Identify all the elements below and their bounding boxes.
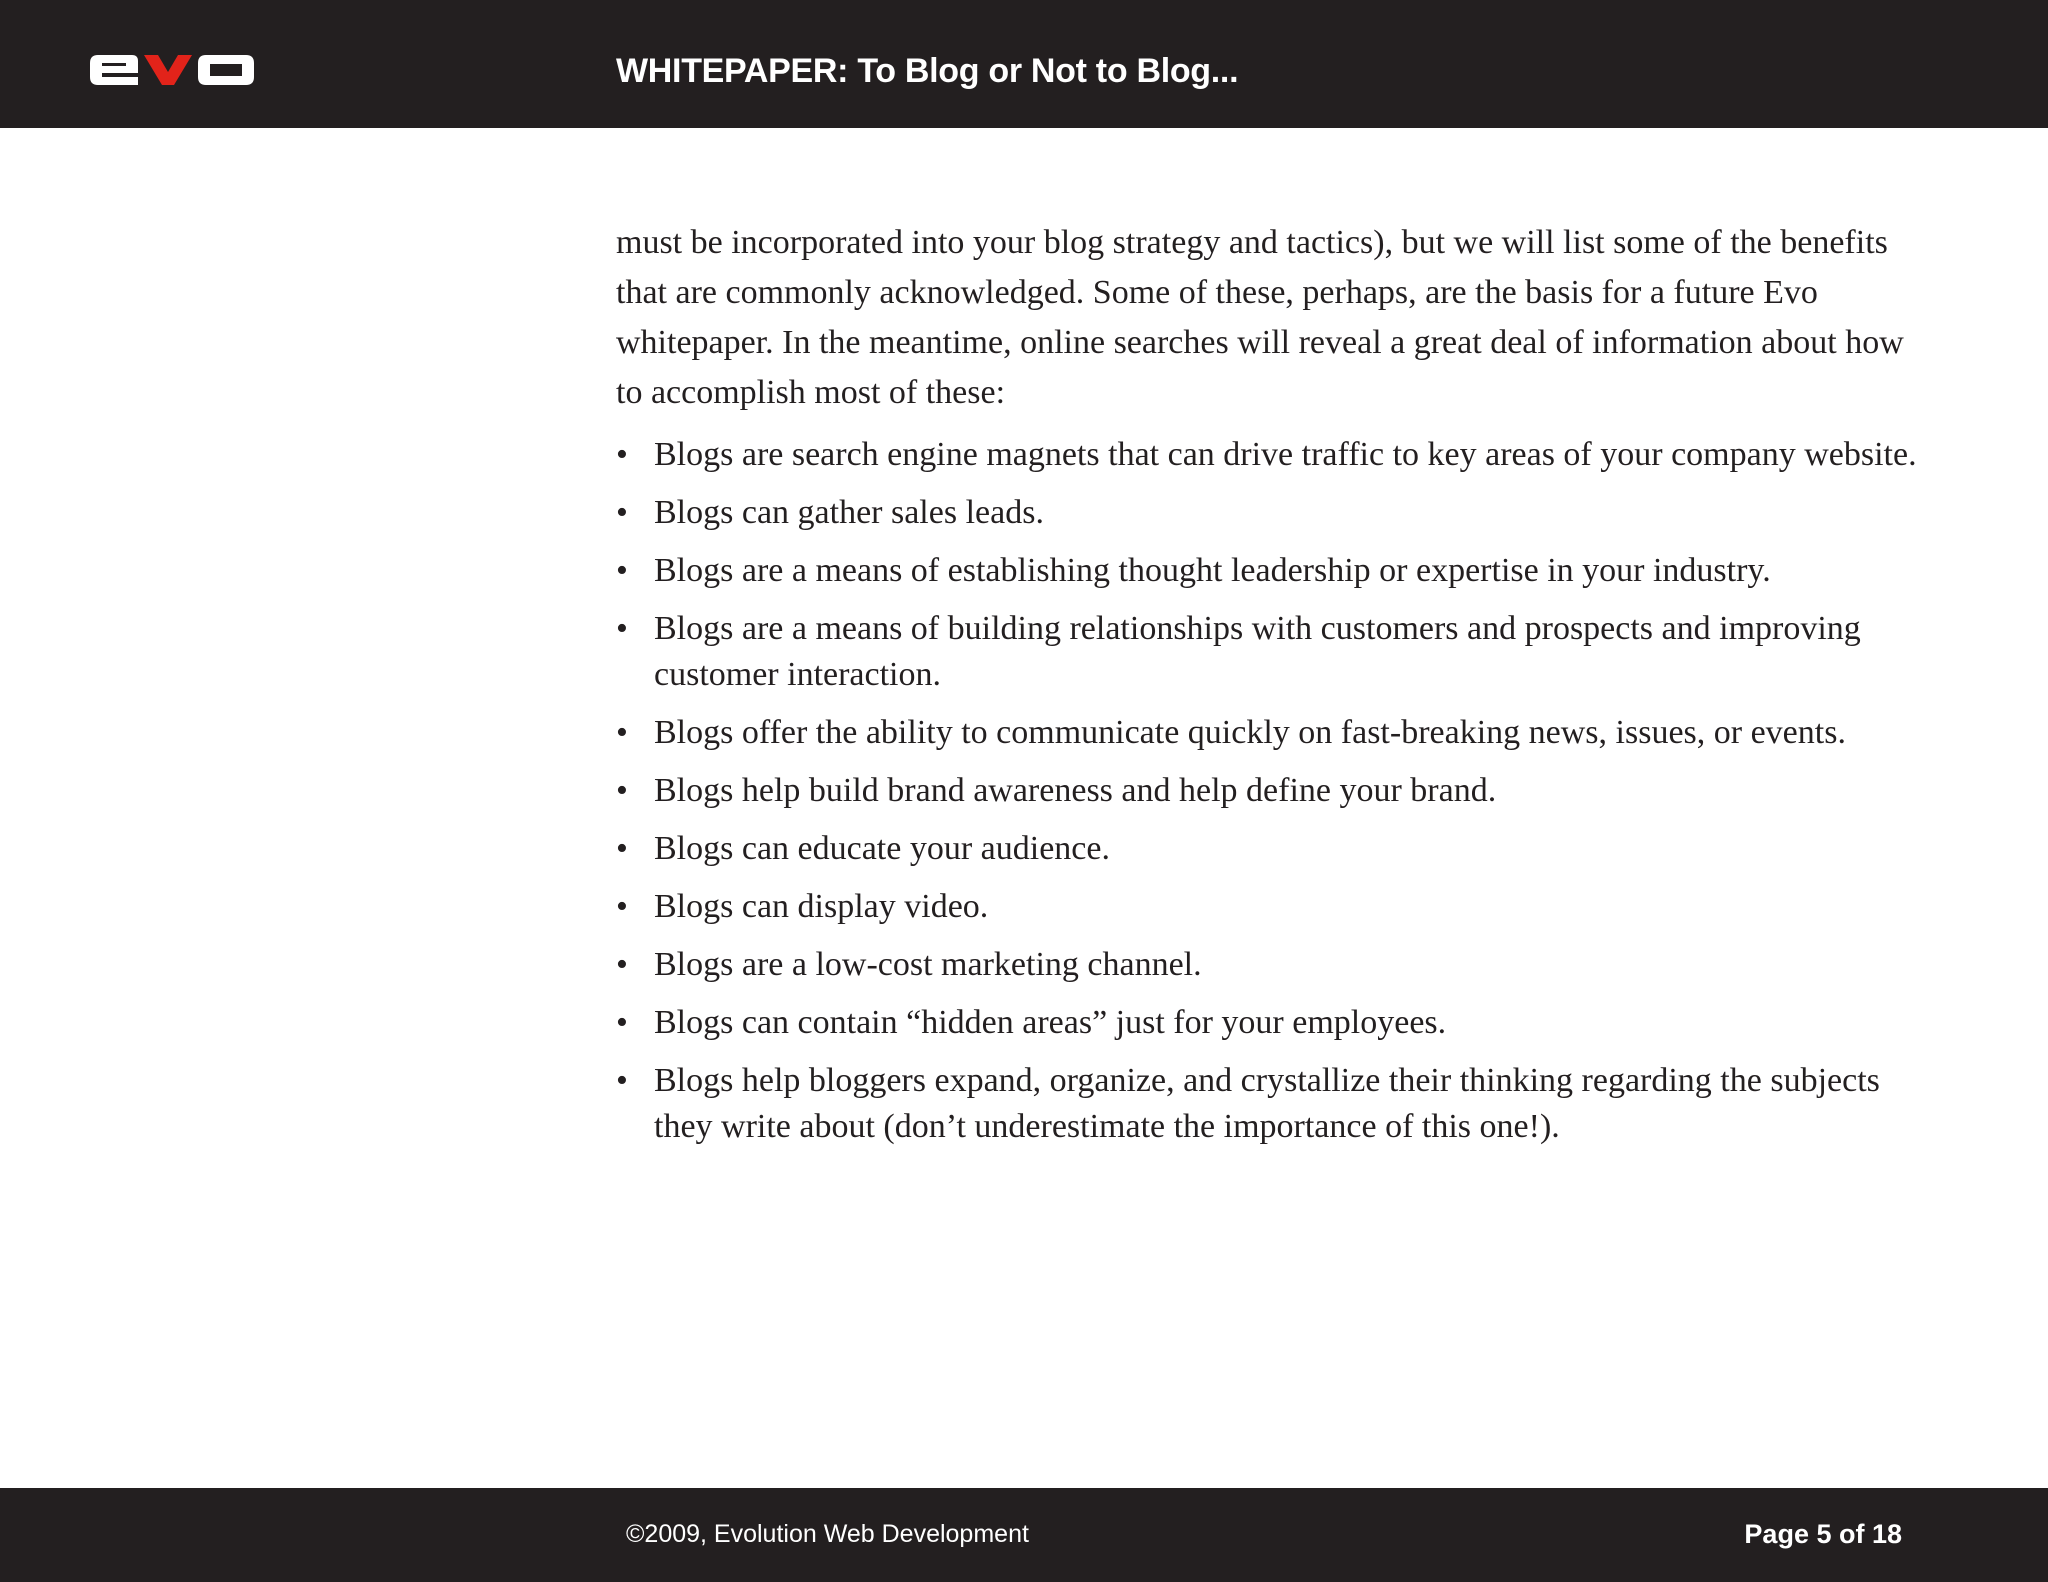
intro-line: must be incorporated into your blog strategy and tactics), but we will list some of the benefits <box>616 224 1888 261</box>
footer-bar <box>0 1488 2048 1582</box>
benefits-list <box>616 432 1956 1150</box>
list-item <box>616 710 1956 756</box>
list-item <box>616 884 1956 930</box>
list-item-text: Blogs help build brand awareness and help define your brand. <box>654 772 1497 809</box>
list-item-text: Blogs help bloggers expand, organize, and crystallize their thinking regarding the subjects <box>654 1062 1880 1099</box>
list-item <box>616 606 1956 698</box>
document-title: WHITEPAPER: To Blog or Not to Blog... <box>616 52 1239 90</box>
list-item-text: Blogs are a low-cost marketing channel. <box>654 946 1202 983</box>
list-item <box>616 548 1956 594</box>
list-item-text: Blogs can gather sales leads. <box>654 494 1044 531</box>
list-item-text: customer interaction. <box>654 656 942 693</box>
page-number: Page 5 of 18 <box>1744 1519 1902 1549</box>
list-item <box>616 768 1956 814</box>
bullet-icon: • <box>616 946 628 983</box>
bullet-icon: • <box>616 1004 628 1041</box>
list-item-text: Blogs are a means of building relationships with customers and prospects and improving <box>654 610 1861 647</box>
intro-paragraph <box>616 218 1956 418</box>
list-item <box>616 490 1956 536</box>
bullet-icon: • <box>616 714 628 751</box>
list-item-text: Blogs are search engine magnets that can drive traffic to key areas of your company website. <box>654 436 1917 473</box>
list-item <box>616 432 1956 478</box>
list-item-text: they write about (don’t underestimate the importance of this one!). <box>654 1108 1560 1145</box>
list-item-text: Blogs are a means of establishing thought leadership or expertise in your industry. <box>654 552 1771 589</box>
list-item <box>616 826 1956 872</box>
page-content <box>616 218 1956 1162</box>
bullet-icon: • <box>616 772 628 809</box>
bullet-icon: • <box>616 494 628 531</box>
bullet-icon: • <box>616 610 628 647</box>
intro-line: that are commonly acknowledged. Some of these, perhaps, are the basis for a future Evo <box>616 274 1818 311</box>
list-item <box>616 1000 1956 1046</box>
evo-logo <box>90 55 254 85</box>
list-item <box>616 1058 1956 1150</box>
bullet-icon: • <box>616 888 628 925</box>
bullet-icon: • <box>616 552 628 589</box>
bullet-icon: • <box>616 1062 628 1099</box>
list-item-text: Blogs can display video. <box>654 888 989 925</box>
intro-line: to accomplish most of these: <box>616 374 1006 411</box>
intro-line: whitepaper. In the meantime, online searches will reveal a great deal of information about how <box>616 324 1904 361</box>
list-item <box>616 942 1956 988</box>
list-item-text: Blogs offer the ability to communicate quickly on fast-breaking news, issues, or events. <box>654 714 1846 751</box>
header-bar <box>0 0 2048 128</box>
bullet-icon: • <box>616 830 628 867</box>
list-item-text: Blogs can contain “hidden areas” just for your employees. <box>654 1004 1447 1041</box>
copyright-notice: ©2009, Evolution Web Development <box>626 1520 1029 1548</box>
bullet-icon: • <box>616 436 628 473</box>
list-item-text: Blogs can educate your audience. <box>654 830 1110 867</box>
